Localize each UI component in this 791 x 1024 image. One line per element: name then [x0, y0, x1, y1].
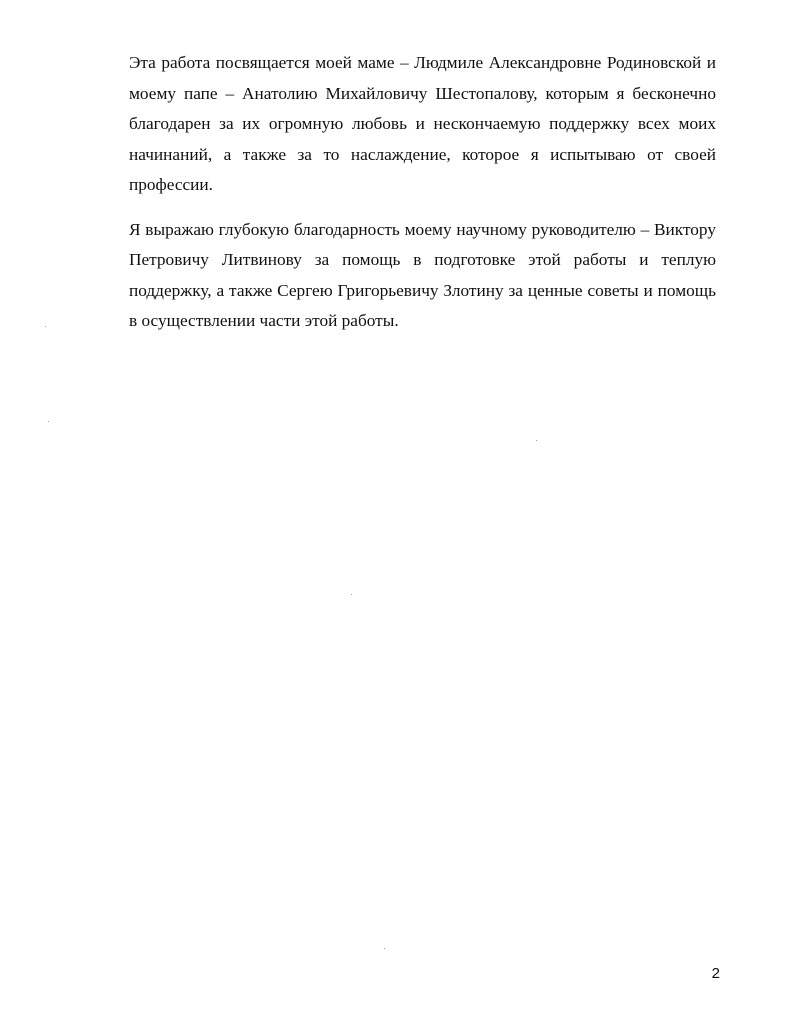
dedication-text-block	[129, 48, 716, 337]
scan-speck	[536, 440, 537, 441]
scan-speck	[384, 948, 385, 949]
scan-speck	[351, 594, 352, 595]
scan-speck	[45, 326, 46, 327]
dedication-paragraph: Эта работа посвящается моей маме – Людмиле Александровне Родиновской и моему папе – Анатолию Михайловичу Шестопалову, которым я бесконечно благодарен за их огромную любовь и нескончаемую поддержку всех моих начинаний, а также за то наслаждение, которое я испытываю от своей профессии.	[129, 53, 716, 194]
scan-speck	[48, 421, 49, 422]
page-number: 2	[711, 965, 720, 982]
acknowledgement-paragraph: Я выражаю глубокую благодарность моему научному руководителю – Виктору Петровичу Литвинову за помощь в подготовке этой работы и теплую поддержку, а также Сергею Григорьевичу Злотину за ценные советы и помощь в осуществлении части этой работы.	[129, 219, 716, 330]
